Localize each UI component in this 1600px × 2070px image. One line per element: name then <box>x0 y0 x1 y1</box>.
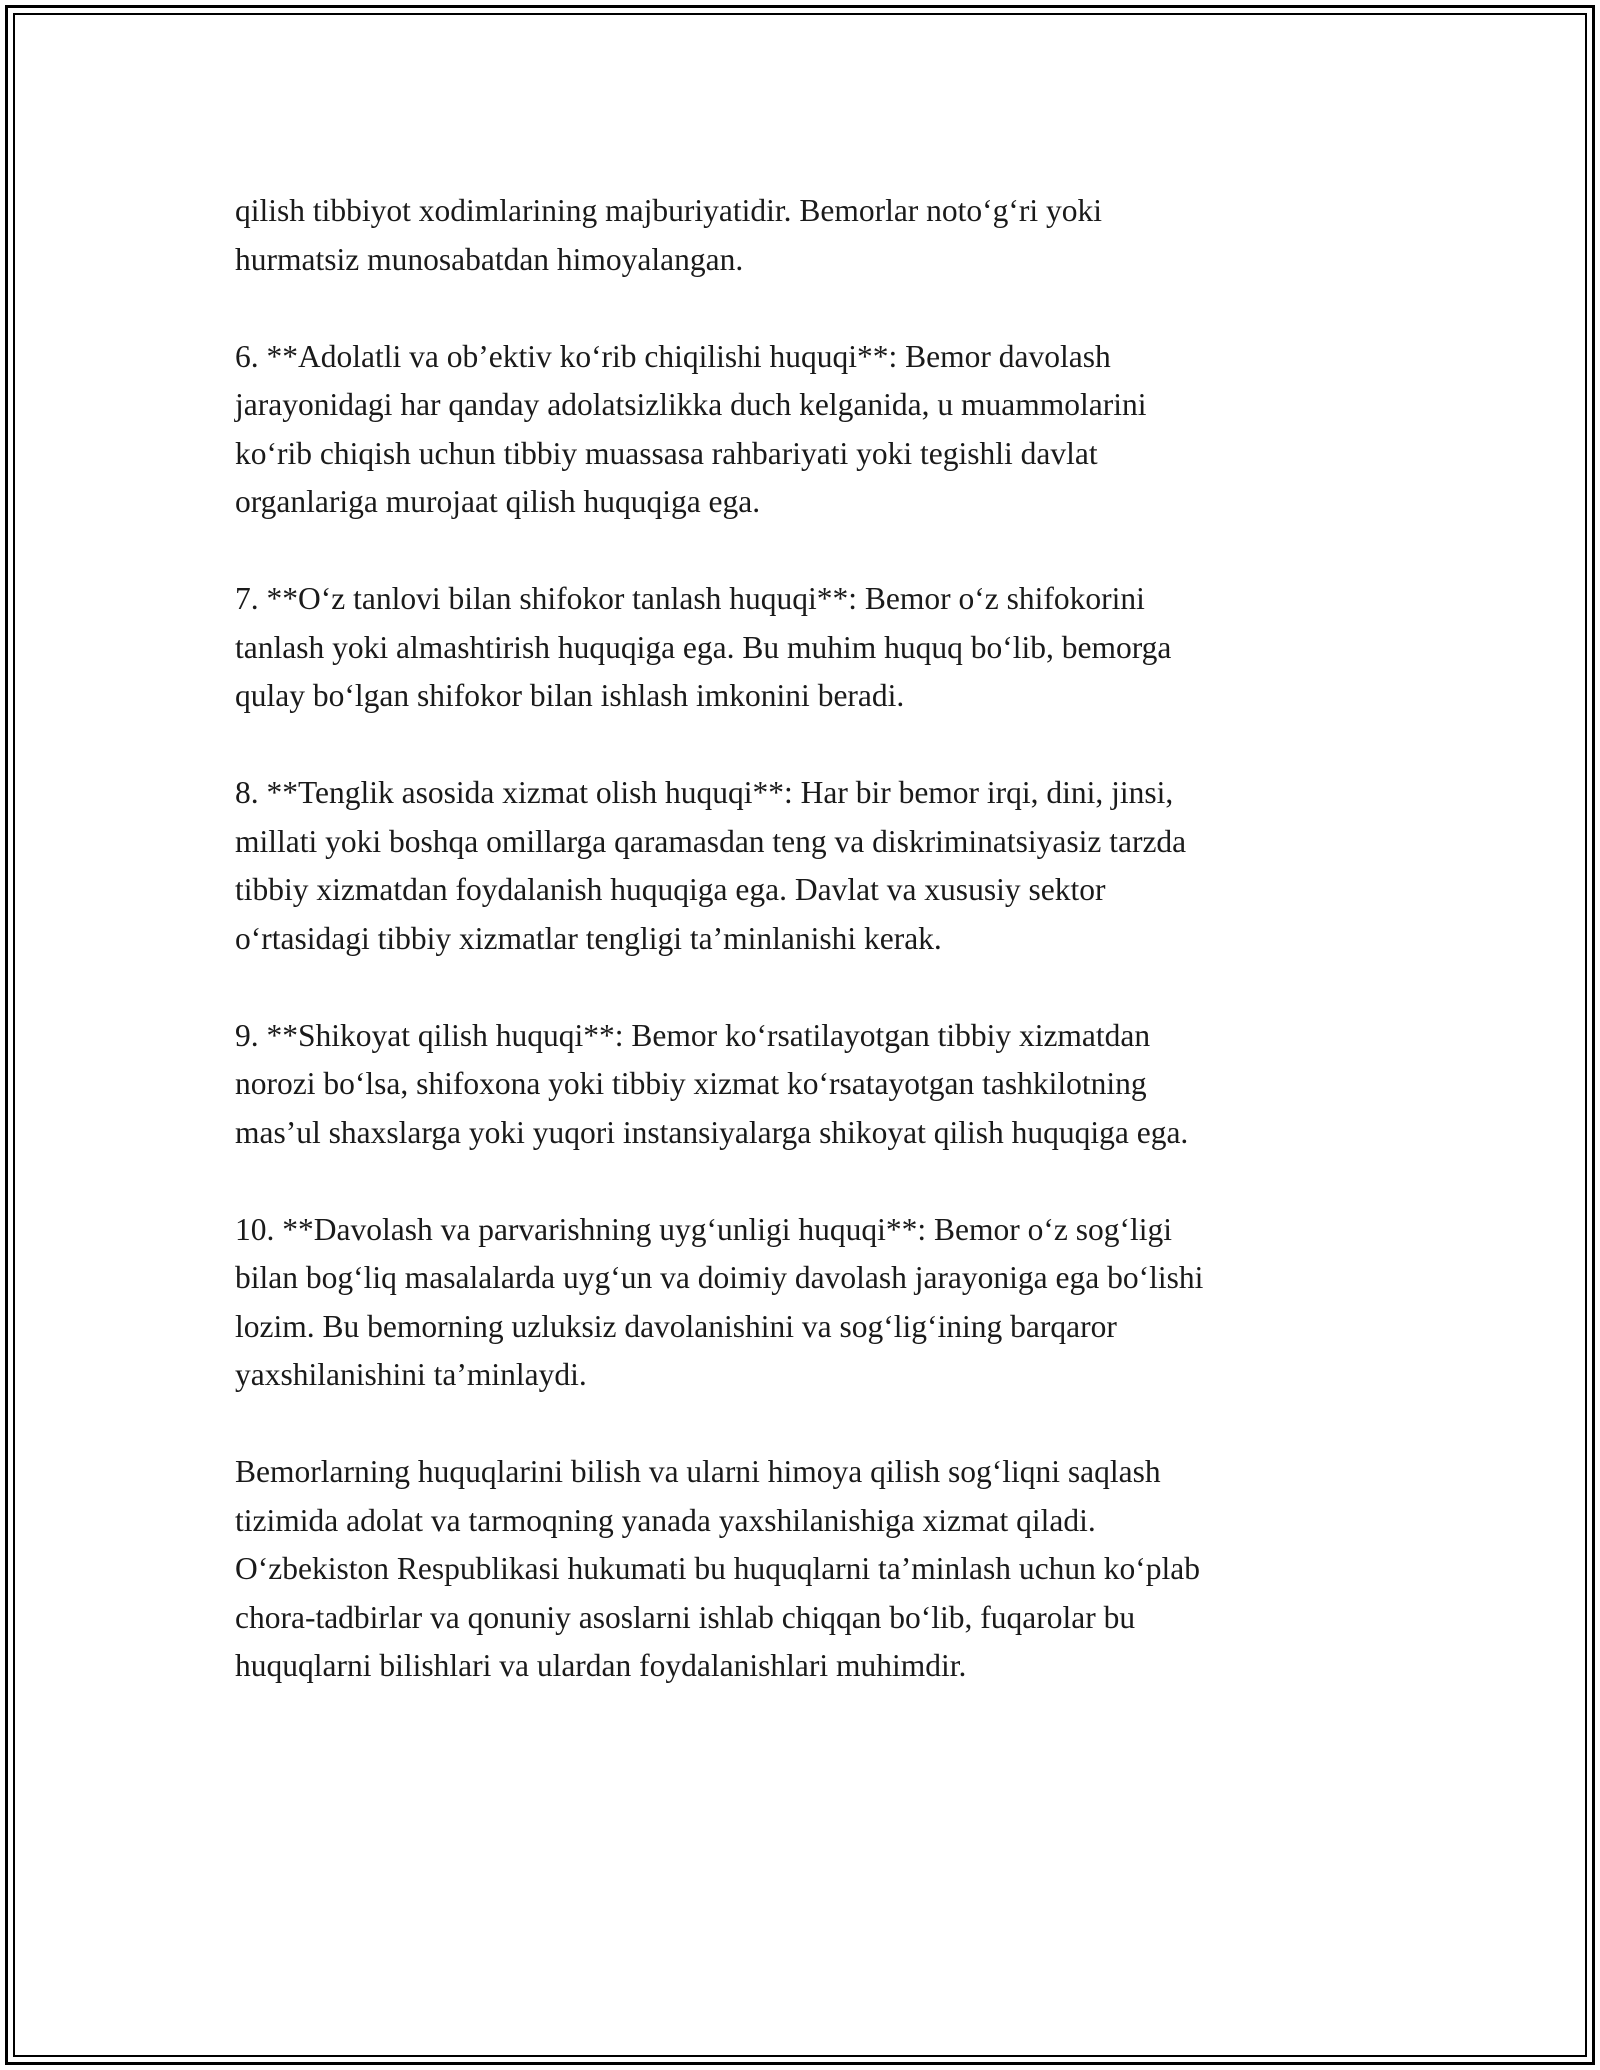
paragraph-right-6: 6. **Adolatli va ob’ektiv ko‘rib chiqilishi huquqi**: Bemor davolash jarayonidagi har qanday adolatsizlikka duch kelganida, u muammolarini ko‘rib chiqish uchun tibbiy muassasa rahbariyati yoki tegishli davlat organlariga murojaat qilish huquqiga ega. <box>235 338 1147 519</box>
paragraph-right-9: 9. **Shikoyat qilish huquqi**: Bemor ko‘rsatilayotgan tibbiy xizmatdan norozi bo‘lsa, shifoxona yoki tibbiy xizmat ko‘rsatayotgan tashkilotning mas’ul shaxslarga yoki yuqori instansiyalarga shikoyat qilish huquqiga ega. <box>235 1017 1189 1150</box>
paragraph-right-10: 10. **Davolash va parvarishning uyg‘unligi huquqi**: Bemor o‘z sog‘ligi bilan bog‘liq masalalarda uyg‘un va doimiy davolash jarayoniga ega bo‘lishi lozim. Bu bemorning uzluksiz davolanishini va sog‘lig‘ining barqaror yaxshilanishini ta’minlaydi. <box>235 1211 1204 1392</box>
paragraph-conclusion: Bemorlarning huquqlarini bilish va ularni himoya qilish sog‘liqni saqlash tizimida adolat va tarmoqning yanada yaxshilanishiga xizmat qiladi. O‘zbekiston Respublikasi hukumati bu huquqlarni ta’minlash uchun ko‘plab chora-tadbirlar va qonuniy asoslarni ishlab chiqqan bo‘lib, fuqarolar bu huquqlarni bilishlari va ulardan foydalanishlari muhimdir. <box>235 1454 1200 1683</box>
paragraph-right-7: 7. **O‘z tanlovi bilan shifokor tanlash huquqi**: Bemor o‘z shifokorini tanlash yoki almashtirish huquqiga ega. Bu muhim huquq bo‘lib, bemorga qulay bo‘lgan shifokor bilan ishlash imkonini beradi. <box>235 581 1172 713</box>
document-body <box>235 187 1375 1739</box>
paragraph-right-8: 8. **Tenglik asosida xizmat olish huquqi**: Har bir bemor irqi, dini, jinsi, millati yoki boshqa omillarga qaramasdan teng va diskriminatsiyasiz tarzda tibbiy xizmatdan foydalanish huquqiga ega. Davlat va xususiy sektor o‘rtasidagi tibbiy xizmatlar tengligi ta’minlanishi kerak. <box>235 775 1187 956</box>
paragraph-continuation: qilish tibbiyot xodimlarining majburiyatidir. Bemorlar noto‘g‘ri yoki hurmatsiz munosabatdan himoyalangan. <box>235 193 1103 277</box>
